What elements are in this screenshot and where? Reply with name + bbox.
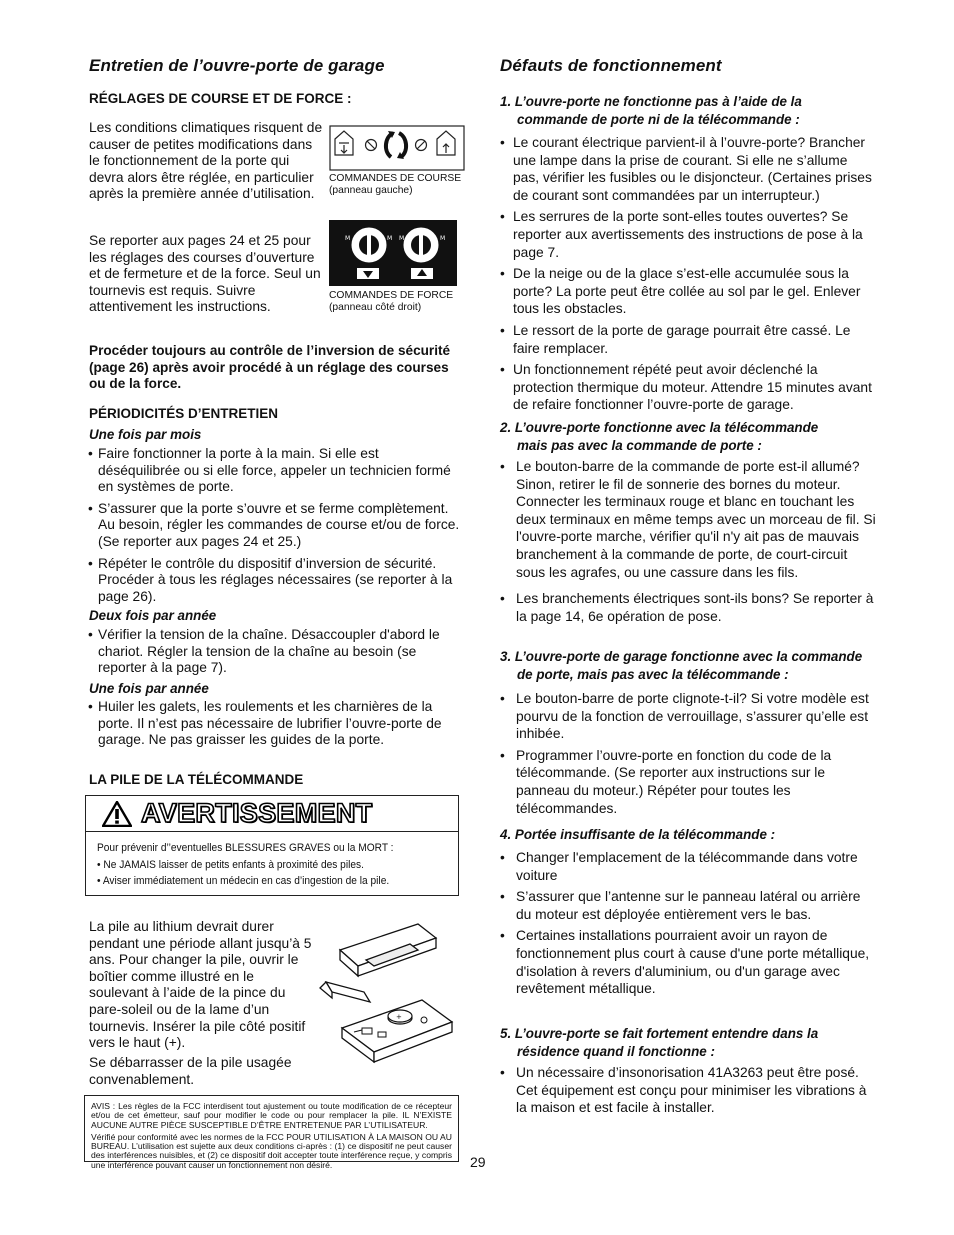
list-item: • Les branchements électriques sont-ils bons? Se reporter à la page 14, 6e opération de pose. <box>500 590 876 625</box>
battery-coin <box>388 1010 412 1024</box>
warning-text <box>97 840 449 890</box>
down-force-symbol <box>411 268 433 279</box>
warning-line: Pour prévenir d’’eventuelles BLESSURES GRAVES ou la MORT : <box>97 842 394 854</box>
list-item: • Programmer l’ouvre-porte en fonction du code de la télécommande. (Se reporter aux instructions sur le panneau du moteur.) Répéter pour toutes les télécommandes. <box>500 747 876 817</box>
battery-heading: LA PILE DE LA TÉLÉCOMMANDE <box>89 772 304 787</box>
trouble-list-1 <box>500 134 876 418</box>
svg-text:M: M <box>345 235 351 242</box>
battery-paragraph: La pile au lithium devrait durer pendant une période allant jusqu’à 5 ans. Pour changer la pile, ouvrir le boîtier comme illustré en le soulevant à l’aide de la pince du pare-soleil ou de la lame d’un tournevis. Insérer la pile côté positif vers le haut (+). <box>89 919 312 1051</box>
trouble-heading-3 <box>500 648 876 683</box>
travel-controls-illustration <box>329 125 465 171</box>
list-item: • Un fonctionnement répété peut avoir déclenché la protection thermique du moteur. Attendre 15 minutes avant de refaire fonctionner l’ouvre-porte de garage. <box>500 361 876 414</box>
heading-line: commande de porte ni de la télécommande : <box>517 111 800 127</box>
caption-line: (panneau côté droit) <box>329 302 422 313</box>
list-item: • Répéter le contrôle du dispositif d’inversion de sécurité. Procéder à tous les réglages nécessaires (se reporter à la page 26). <box>88 556 460 606</box>
list-item: • Vérifier la tension de la chaîne. Désaccoupler d'abord le chariot. Régler la tension de la chaîne au besoin (se reporter à la page 7). <box>88 627 462 677</box>
up-force-symbol <box>357 268 379 279</box>
twice-yearly-heading: Deux fois par année <box>89 608 217 623</box>
list-item: • Certaines installations pourraient avoir un rayon de fonctionnement plus court à cause d'une porte métallique, d'isolation à revers d'aluminium, ou d'un garage avec revêtement métallique. <box>500 927 876 997</box>
caption-line: COMMANDES DE COURSE <box>329 173 462 184</box>
force-controls-illustration <box>329 220 457 286</box>
svg-text:M: M <box>399 235 405 242</box>
monthly-list <box>88 446 460 610</box>
force-controls-caption <box>329 290 453 314</box>
heading-line: 3. L’ouvre-porte de garage fonctionne avec la commande <box>500 649 863 664</box>
section-title-troubleshooting: Défauts de fonctionnement <box>500 56 722 75</box>
warning-header <box>86 796 458 832</box>
trouble-heading-4 <box>500 826 876 844</box>
warning-title: AVERTISSEMENT <box>141 798 373 828</box>
warning-line: • Ne JAMAIS laisser de petits enfants à proximité des piles. <box>97 858 364 871</box>
trouble-list-4 <box>500 849 876 1002</box>
fcc-notice-box <box>84 1095 459 1170</box>
page-number: 29 <box>470 1154 486 1170</box>
list-item: • Changer l'emplacement de la télécommande dans votre voiture <box>500 849 876 884</box>
dispose-paragraph: Se débarrasser de la pile usagée convenablement. <box>89 1055 292 1087</box>
fcc-paragraph: AVIS : Les règles de la FCC interdisent tout ajustement ou toute modification de ce récepteur et/ou de cet émetteur, sauf pour modifier le code ou pour remplacer la pile. IL N’EXISTE AUCUNE AUTRE PIÈCE SUSCEPTIBLE D’ÊTRE ENTRETENUE PAR L’UTILISATEUR. <box>91 1101 452 1130</box>
yearly-heading: Une fois par année <box>89 681 209 696</box>
visor-clip <box>320 982 370 1002</box>
list-item: • Le ressort de la porte de garage pourrait être cassé. Le faire remplacer. <box>500 322 876 357</box>
list-item: • Huiler les galets, les roulements et les charnières de la porte. Il n’est pas nécessaire de lubrifier l’ouvre-porte de garage. Ne pas graisser les guides de la porte. <box>88 699 462 749</box>
trouble-list-3 <box>500 690 876 821</box>
heading-line: de porte, mais pas avec la télécommande : <box>517 666 789 682</box>
heading-line: 1. L’ouvre-porte ne fonctionne pas à l’aide de la <box>500 94 802 109</box>
trouble-heading-1 <box>500 93 876 128</box>
warning-box <box>85 795 459 896</box>
caption-line: (panneau gauche) <box>329 185 413 196</box>
travel-controls-caption <box>329 173 461 197</box>
list-item: • Un nécessaire d’insonorisation 41A3263 peut être posé. Cet équipement est conçu pour minimiser les vibrations à la maison et est facile à installer. <box>500 1064 876 1117</box>
list-item: • Le bouton-barre de la commande de porte est-il allumé? Sinon, retirer le fil de sonnerie des bornes du moteur. Connecter les terminaux rouge et blanc en touchant les deux terminaux en même temps avec un morceau de fil. Si l'ouvre-porte marche, vérifier qu'il n'y ait pas de mauvais branchement à la commande de porte, de court-circuit sous les agrafes, ou une cassure dans les fils. <box>500 458 876 581</box>
fcc-notice <box>91 1102 452 1170</box>
section-title-maintenance: Entretien de l’ouvre-porte de garage <box>89 56 385 75</box>
periodicites-heading: PÉRIODICITÉS D’ENTRETIEN <box>89 406 279 421</box>
heading-line: 2. L’ouvre-porte fonctionne avec la télécommande <box>500 420 819 435</box>
list-item: • S’assurer que l’antenne sur le panneau latéral ou arrière du moteur est déployée entièrement vers le bas. <box>500 888 876 923</box>
remote-cover <box>340 924 436 976</box>
remote-battery-illustration <box>318 920 460 1066</box>
caption-line: COMMANDES DE FORCE <box>329 290 454 301</box>
list-item: • Les serrures de la porte sont-elles toutes ouvertes? Se reporter aux avertissements des instructions de pose à la page 7. <box>500 208 876 261</box>
trouble-heading-5 <box>500 1025 876 1060</box>
trouble-list-5 <box>500 1064 876 1121</box>
list-item: • Le bouton-barre de porte clignote-t-il? Si votre modèle est pourvu de la fonction de verrouillage, s’assurer qu’elle est inhibée. <box>500 690 876 743</box>
list-item: • S’assurer que la porte s’ouvre et se ferme complètement. Au besoin, régler les commandes de course et/ou de force. (Se reporter aux pages 24 et 25.) <box>88 501 460 551</box>
trouble-list-2 <box>500 458 876 629</box>
safety-reverse-note: Procéder toujours au contrôle de l’inversion de sécurité (page 26) après avoir procédé à un réglage des courses ou de la force. <box>89 343 451 392</box>
heading-line: mais pas avec la commande de porte : <box>517 437 762 453</box>
climate-paragraph: Les conditions climatiques risquent de causer de petites modifications dans le fonctionnement de la porte qui devra alors être réglée, en particulier après la première année d’utilisation. <box>89 120 323 202</box>
list-item: • Faire fonctionner la porte à la main. Si elle est déséquilibrée ou si elle force, appeler un technicien formé en systèmes de porte. <box>88 446 460 496</box>
list-item: • De la neige ou de la glace s’est-elle accumulée sous la porte? La porte peut être collée au sol par le gel. Enlever tous les obstacles. <box>500 265 876 318</box>
warning-line: • Aviser immédiatement un médecin en cas d’ingestion de la pile. <box>97 875 390 888</box>
list-item: • Le courant électrique parvient-il à l’ouvre-porte? Brancher une lampe dans la prise de courant. Si elle ne s’allume pas, vérifier les fusibles ou le disjoncteur. (Certaines prises de courant sont commandées par un interrupteur.) <box>500 134 876 204</box>
svg-text:M: M <box>440 235 446 242</box>
twice-yearly-list <box>88 627 462 682</box>
course-force-heading: RÉGLAGES DE COURSE ET DE FORCE : <box>89 91 352 106</box>
svg-text:M: M <box>387 235 393 242</box>
trouble-heading-2 <box>500 419 876 454</box>
fcc-paragraph: Vérifié pour conformité avec les normes de la FCC POUR UTILISATION À LA MAISON OU AU BUREAU. L’utilisation est sujette aux deux conditions ci-après : (1) ce dispositif ne peut causer des interférences nuisibles, et (2) ce dispositif doit accepter toute interférence reçue, y compris une interférence pouvant causer un fonctionnement non désiré. <box>91 1131 452 1170</box>
heading-line: résidence quand il fonctionne : <box>517 1043 715 1059</box>
heading-line: 4. Portée insuffisante de la télécommande : <box>500 827 776 842</box>
yearly-list <box>88 699 462 754</box>
pages-paragraph: Se reporter aux pages 24 et 25 pour les réglages des courses d’ouverture et de fermeture et de la force. Seul un tournevis est requis. Suivre attentivement les instructions. <box>89 233 321 315</box>
warning-triangle-icon <box>102 801 132 827</box>
monthly-heading: Une fois par mois <box>89 427 202 442</box>
heading-line: 5. L’ouvre-porte se fait fortement entendre dans la <box>500 1026 819 1041</box>
svg-text:+: + <box>396 1013 402 1021</box>
